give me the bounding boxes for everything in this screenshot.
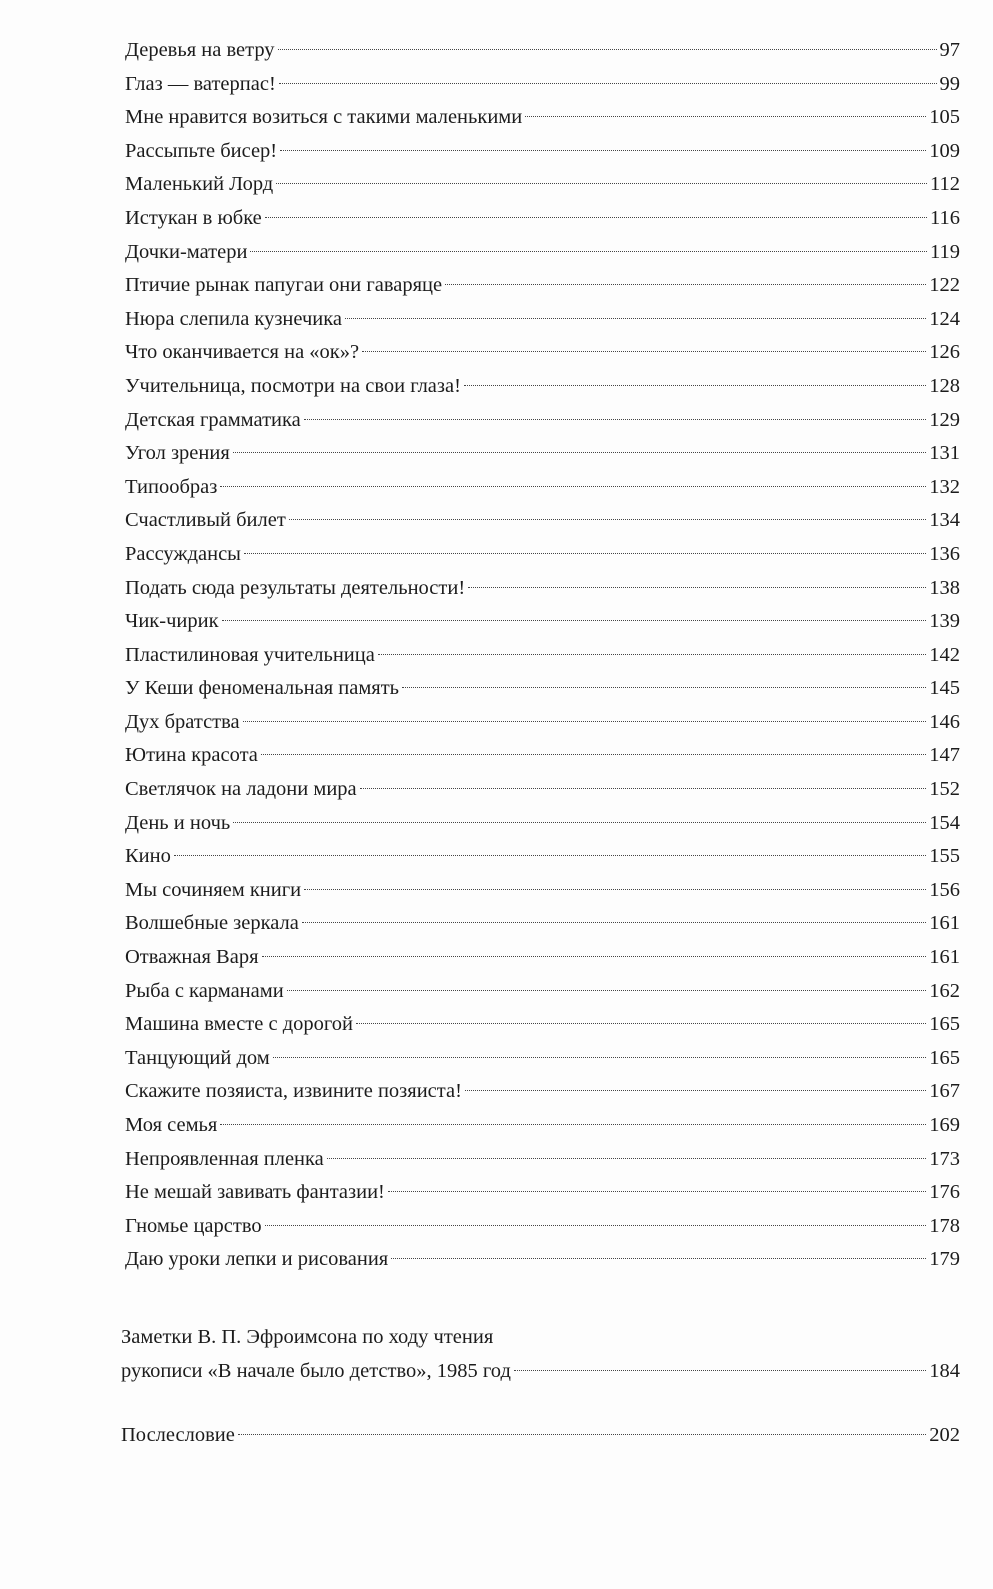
toc-entry-page: 129 — [929, 408, 960, 431]
toc-entry-page: 155 — [929, 845, 960, 868]
toc-entry-page: 162 — [929, 979, 960, 1002]
toc-entry — [125, 1042, 960, 1076]
toc-entry-title: Глаз — ватерпас! — [125, 72, 276, 95]
toc-entry — [125, 1109, 960, 1143]
toc-entry — [125, 840, 960, 874]
toc-entry-afterword-page: 202 — [929, 1424, 960, 1446]
toc-entry-page: 179 — [929, 1248, 960, 1271]
toc-leader-dots — [289, 519, 926, 520]
toc-leader-dots — [265, 1225, 927, 1226]
toc-leader-dots — [514, 1370, 926, 1371]
toc-entry-page: 161 — [929, 946, 960, 969]
toc-leader-dots — [402, 687, 926, 688]
toc-entry — [125, 437, 960, 471]
toc-entry-title: Даю уроки лепки и рисования — [125, 1248, 389, 1271]
toc-entry-notes-title-line2: рукописи «В начале было детство», 1985 год — [121, 1360, 511, 1382]
toc-entry-title: Дочки-матери — [125, 240, 248, 263]
toc-entry — [125, 370, 960, 404]
toc-entry-afterword-row — [121, 1418, 960, 1452]
toc-entry — [125, 471, 960, 505]
toc-entry — [125, 303, 960, 337]
toc-entry-page: 131 — [929, 442, 960, 465]
toc-leader-dots — [304, 889, 926, 890]
toc-entry-page: 132 — [929, 475, 960, 498]
toc-entry-title: У Кеши феноменальная память — [125, 677, 400, 700]
toc-entry-title: Счастливый билет — [125, 509, 286, 532]
toc-entry-page: 145 — [929, 677, 960, 700]
toc-entry — [125, 773, 960, 807]
toc-leader-dots — [222, 620, 927, 621]
toc-leader-dots — [302, 922, 926, 923]
toc-entry-title: Дух братства — [125, 710, 240, 733]
toc-entry — [125, 572, 960, 606]
toc-entry-title: Машина вместе с дорогой — [125, 1013, 353, 1036]
toc-entry — [125, 101, 960, 135]
toc-entry-page: 156 — [929, 878, 960, 901]
toc-entry — [125, 1075, 960, 1109]
toc-entry-title: Истукан в юбке — [125, 206, 262, 229]
toc-entry — [125, 68, 960, 102]
toc-entry-afterword-title: Послесловие — [121, 1424, 235, 1446]
toc-entry-page: 152 — [929, 778, 960, 801]
toc-entry — [125, 807, 960, 841]
toc-entry — [125, 168, 960, 202]
toc-leader-dots — [445, 284, 926, 285]
toc-entry-notes-page: 184 — [929, 1360, 960, 1382]
toc-entry — [125, 605, 960, 639]
toc-entry — [125, 1176, 960, 1210]
toc-entry-page: 146 — [929, 710, 960, 733]
toc-entry-page: 139 — [929, 610, 960, 633]
toc-entry-page: 178 — [929, 1214, 960, 1237]
toc-entry-title: Мне нравится возиться с такими маленькими — [125, 106, 523, 129]
toc-entry-title: Пластилиновая учительница — [125, 643, 375, 666]
toc-entry-page: 126 — [929, 341, 960, 364]
toc-entry-title: Моя семья — [125, 1114, 218, 1136]
toc-entry-page: 161 — [929, 912, 960, 935]
toc-entry-page: 147 — [929, 744, 960, 767]
toc-entry-notes-line2 — [121, 1354, 960, 1388]
toc-entry-title: Маленький Лорд — [125, 173, 274, 196]
toc-entry — [125, 336, 960, 370]
toc-entry-title: Танцующий дом — [125, 1046, 270, 1069]
toc-leader-dots — [238, 1434, 926, 1435]
toc-entry-title: Нюра слепила кузнечика — [125, 307, 343, 330]
toc-entry-page: 97 — [939, 39, 960, 61]
toc-entry-title: Деревья на ветру — [125, 39, 275, 61]
toc-entry-title: Рыба с карманами — [125, 979, 284, 1002]
toc-entry — [125, 34, 960, 68]
toc-leader-dots — [233, 822, 926, 823]
toc-entry-title: Светлячок на ладони мира — [125, 778, 357, 801]
toc-entry-page: 136 — [929, 542, 960, 565]
toc-entry-title: Угол зрения — [125, 442, 230, 465]
toc-leader-dots — [280, 150, 926, 151]
toc-leader-dots — [464, 385, 926, 386]
toc-entry — [125, 874, 960, 908]
toc-entry-page: 119 — [930, 240, 960, 263]
toc-entry-page: 109 — [929, 139, 960, 162]
toc-entry — [125, 202, 960, 236]
toc-entry-title: Рассуждансы — [125, 542, 241, 565]
toc-entry — [125, 269, 960, 303]
toc-entry-title: Мы сочиняем книги — [125, 878, 302, 901]
toc-entry-page: 169 — [929, 1114, 960, 1136]
toc-entry-page: 167 — [929, 1080, 960, 1103]
toc-entry-page: 116 — [930, 206, 960, 229]
toc-entry — [125, 538, 960, 572]
toc-entry — [125, 236, 960, 270]
toc-leader-dots — [278, 49, 937, 50]
toc-entry — [125, 975, 960, 1009]
toc-entry — [125, 639, 960, 673]
toc-leader-dots — [174, 855, 926, 856]
toc-entry-page: 124 — [929, 307, 960, 330]
toc-entry-notes — [121, 1320, 960, 1388]
toc-leader-dots — [220, 486, 926, 487]
toc-entry-title: Кино — [125, 845, 171, 868]
toc-entry-page: 128 — [929, 374, 960, 397]
toc-leader-dots — [362, 351, 926, 352]
toc-leader-dots — [262, 956, 927, 957]
toc-leader-dots — [265, 217, 927, 218]
toc-leader-dots — [276, 183, 927, 184]
toc-entry-page: 154 — [929, 811, 960, 834]
toc-entry — [125, 135, 960, 169]
toc-leader-dots — [465, 1090, 926, 1091]
toc-entry-title: Типообраз — [125, 475, 218, 498]
toc-leader-dots — [468, 587, 926, 588]
toc-entry-title: Гномье царство — [125, 1214, 262, 1237]
toc-entry-notes-title-line1: Заметки В. П. Эфроимсона по ходу чтения — [121, 1326, 494, 1348]
toc-entry-afterword — [121, 1418, 960, 1452]
toc-leader-dots — [345, 318, 926, 319]
toc-entry-page: 173 — [929, 1147, 960, 1170]
toc-entry-title: Непроявленная пленка — [125, 1147, 324, 1170]
toc-entry-title: Отважная Варя — [125, 946, 259, 969]
toc-entry-page: 134 — [929, 509, 960, 532]
toc-entry-title: Волшебные зеркала — [125, 912, 299, 935]
toc-list — [125, 34, 960, 1277]
toc-entry-page: 176 — [929, 1181, 960, 1204]
toc-entry — [125, 907, 960, 941]
toc-leader-dots — [233, 452, 926, 453]
toc-entry — [125, 1210, 960, 1244]
toc-entry — [125, 739, 960, 773]
toc-entry — [125, 1243, 960, 1277]
toc-leader-dots — [220, 1124, 926, 1125]
toc-entry — [125, 1008, 960, 1042]
toc-entry-page: 105 — [929, 106, 960, 129]
toc-entry-page: 142 — [929, 643, 960, 666]
toc-leader-dots — [525, 116, 926, 117]
toc-entry-title: Ютина красота — [125, 744, 258, 767]
toc-entry — [125, 404, 960, 438]
toc-entry-title: Скажите позяиста, извините позяиста! — [125, 1080, 462, 1103]
toc-entry-title: Птичие рынак папугаи они гаваряце — [125, 274, 443, 297]
toc-leader-dots — [287, 990, 927, 991]
toc-leader-dots — [388, 1191, 926, 1192]
toc-entry-title: Подать сюда результаты деятельности! — [125, 576, 466, 599]
toc-entry-title: День и ночь — [125, 811, 231, 834]
toc-entry-page: 112 — [930, 173, 960, 196]
toc-leader-dots — [356, 1023, 926, 1024]
toc-entry-page: 165 — [929, 1046, 960, 1069]
toc-entry-title: Что оканчивается на «ок»? — [125, 341, 360, 364]
toc-leader-dots — [360, 788, 927, 789]
toc-leader-dots — [378, 654, 926, 655]
toc-entry-title: Учительница, посмотри на свои глаза! — [125, 374, 461, 397]
toc-entry-page: 138 — [929, 576, 960, 599]
toc-entry-title: Чик-чирик — [125, 610, 219, 633]
toc-leader-dots — [243, 721, 927, 722]
toc-leader-dots — [244, 553, 926, 554]
toc-leader-dots — [261, 754, 926, 755]
toc-entry — [125, 941, 960, 975]
toc-entry-title: Рассыпьте бисер! — [125, 139, 278, 162]
toc-leader-dots — [327, 1158, 926, 1159]
toc-entry — [125, 672, 960, 706]
toc-entry — [125, 1143, 960, 1177]
toc-leader-dots — [391, 1258, 926, 1259]
toc-entry-page: 122 — [929, 274, 960, 297]
toc-entry-title: Детская грамматика — [125, 408, 301, 431]
toc-entry — [125, 504, 960, 538]
toc-entry-page: 99 — [939, 72, 960, 95]
toc-leader-dots — [273, 1057, 927, 1058]
toc-entry — [125, 706, 960, 740]
toc-leader-dots — [304, 419, 926, 420]
toc-entry-title: Не мешай завивать фантазии! — [125, 1181, 385, 1204]
toc-leader-dots — [279, 83, 937, 84]
toc-entry-page: 165 — [929, 1013, 960, 1036]
toc-leader-dots — [250, 251, 927, 252]
